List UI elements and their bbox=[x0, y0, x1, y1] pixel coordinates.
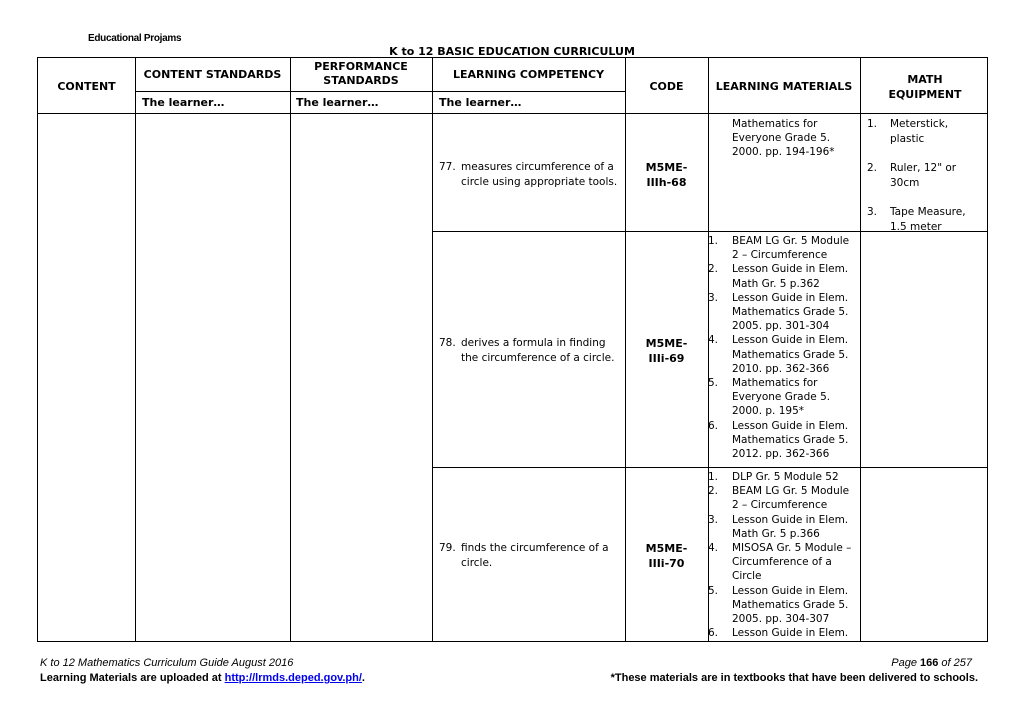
footer-uploaded-note: Learning Materials are uploaded at http://lrmds.deped.gov.ph/. bbox=[40, 672, 365, 684]
materials-77: Mathematics for Everyone Grade 5. 2000. pp. 194-196* bbox=[732, 118, 835, 159]
competency-text: derives a formula in finding the circumference of a circle. bbox=[461, 337, 615, 364]
header-math-equipment: MATH EQUIPMENT bbox=[888, 73, 962, 101]
equipment-item: 2. Ruler, 12" or 30cm bbox=[867, 162, 957, 189]
header-code: CODE bbox=[649, 80, 684, 93]
material-item: 3. Lesson Guide in Elem. Mathematics Grade 5. 2005. pp. 301-304 bbox=[708, 291, 849, 333]
competency-79 bbox=[439, 541, 619, 571]
code-79 bbox=[625, 541, 708, 571]
code-line: IIIh-68 bbox=[646, 176, 687, 189]
footer-guide-title: K to 12 Mathematics Curriculum Guide August 2016 bbox=[40, 657, 294, 669]
header-content-standards: CONTENT STANDARDS bbox=[143, 68, 282, 81]
material-item: 2. BEAM LG Gr. 5 Module 2 – Circumference bbox=[708, 485, 850, 512]
header-learning-competency: LEARNING COMPETENCY bbox=[452, 68, 605, 81]
material-item: 6. Lesson Guide in Elem. Mathematics Grade 5. 2012. pp. 362-366 bbox=[708, 419, 849, 461]
learner-learning-competency: The learner… bbox=[439, 96, 522, 109]
footer-textbook-note: *These materials are in textbooks that have been delivered to schools. bbox=[610, 672, 978, 684]
material-item: 4. MISOSA Gr. 5 Module – Circumference of a Circle bbox=[708, 542, 852, 583]
header-content: CONTENT bbox=[57, 80, 116, 93]
material-item: 5. Lesson Guide in Elem. Mathematics Grade 5. 2005. pp. 304-307 bbox=[708, 584, 849, 626]
equipment-item: 3. Tape Measure, 1.5 meter bbox=[867, 206, 966, 233]
competency-number: 78. bbox=[439, 337, 456, 349]
materials-79 bbox=[708, 470, 856, 640]
watermark-text: Educational Projams bbox=[88, 33, 182, 44]
footer-page-number: Page 166 of 257 bbox=[891, 657, 972, 669]
code-line: IIIi-70 bbox=[648, 557, 685, 570]
code-line: M5ME- bbox=[645, 161, 688, 174]
header-learning-materials: LEARNING MATERIALS bbox=[715, 80, 853, 93]
header-performance-standards: PERFORMANCE STANDARDS bbox=[314, 60, 408, 87]
competency-77 bbox=[439, 160, 619, 190]
materials-78 bbox=[708, 234, 856, 461]
equipment-item: 1. Meterstick, plastic bbox=[867, 118, 949, 145]
material-item: 1. BEAM LG Gr. 5 Module 2 – Circumference bbox=[708, 235, 850, 262]
learner-content-standards: The learner… bbox=[142, 96, 225, 109]
material-item: 5. Mathematics for Everyone Grade 5. 2000. p. 195* bbox=[708, 377, 831, 418]
code-line: IIIi-69 bbox=[648, 352, 685, 365]
code-77 bbox=[625, 160, 708, 190]
lrmds-link[interactable]: http://lrmds.deped.gov.ph/ bbox=[224, 672, 362, 684]
material-item: 4. Lesson Guide in Elem. Mathematics Grade 5. 2010. pp. 362-366 bbox=[708, 334, 849, 375]
equipment-77 bbox=[867, 117, 983, 249]
material-item: 2. Lesson Guide in Elem. Math Gr. 5 p.362 bbox=[708, 263, 849, 290]
competency-number: 79. bbox=[439, 542, 456, 554]
curriculum-table bbox=[37, 57, 988, 642]
competency-text: finds the circumference of a circle. bbox=[461, 542, 609, 569]
material-item: 1. DLP Gr. 5 Module 52 bbox=[708, 471, 839, 483]
material-item: 6. Lesson Guide in Elem. bbox=[708, 627, 849, 640]
competency-text: measures circumference of a circle using appropriate tools. bbox=[461, 161, 618, 188]
learner-performance-standards: The learner… bbox=[296, 96, 379, 109]
code-78 bbox=[625, 336, 708, 366]
competency-78 bbox=[439, 336, 619, 366]
code-line: M5ME- bbox=[645, 542, 688, 555]
document-title: K to 12 BASIC EDUCATION CURRICULUM bbox=[389, 45, 635, 58]
material-item: 3. Lesson Guide in Elem. Math Gr. 5 p.366 bbox=[708, 513, 849, 540]
code-line: M5ME- bbox=[645, 337, 688, 350]
competency-number: 77. bbox=[439, 161, 456, 173]
